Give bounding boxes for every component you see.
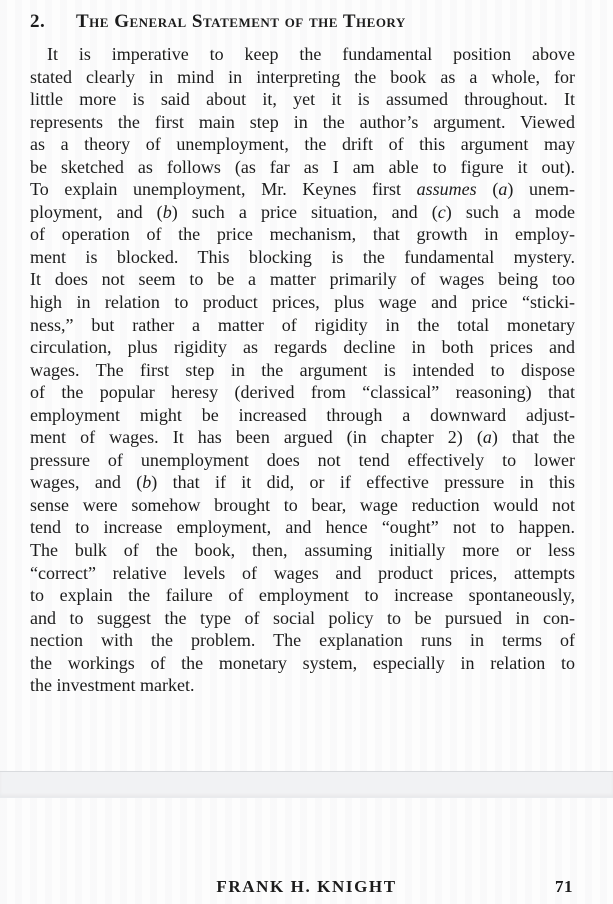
body-line: wages, and (b) that if it did, or if effective pressure in this (30, 472, 575, 493)
section-title: The General Statement of the Theory (76, 11, 406, 32)
body-line: stated clearly in mind in interpreting the book as a whole, for (30, 66, 575, 87)
body-line: the investment market. (30, 675, 195, 696)
body-line: “correct” relative levels of wages and product prices, attempts (30, 562, 575, 583)
section-heading (30, 11, 575, 33)
body-line: It does not seem to be a matter primarily of wages being too (30, 269, 575, 290)
body-line: The bulk of the book, then, assuming initially more or less (30, 540, 575, 561)
footer-page-number: 71 (555, 877, 573, 896)
body-line: of operation of the price mechanism, that growth in employ- (30, 224, 575, 245)
body-line: as a theory of unemployment, the drift of this argument may (30, 134, 575, 155)
body-line: ness,” but rather a matter of rigidity in the total monetary (30, 314, 575, 335)
body-line: ployment, and (b) such a price situation, and (c) such a mode (30, 201, 576, 222)
body-line: It is imperative to keep the fundamental position above (47, 44, 575, 64)
italic-segment: a (498, 179, 508, 200)
italic-segment: a (482, 427, 492, 448)
body-line: To explain unemployment, Mr. Keynes first assumes (a) unem- (30, 179, 576, 200)
italic-segment: b (142, 472, 152, 493)
body-line: circulation, plus rigidity as regards decline in both prices and (30, 337, 575, 358)
body-line: wages. The first step in the argument is intended to dispose (30, 359, 575, 380)
body-line: of the popular heresy (derived from “classical” reasoning) that (30, 382, 575, 403)
next-page-top (0, 798, 613, 904)
italic-segment: b (162, 201, 172, 222)
body-line: tend to increase employment, and hence “ought” not to happen. (30, 517, 575, 538)
body-line: to explain the failure of employment to increase spontaneously, (30, 585, 575, 606)
body-line: sense were somehow brought to bear, wage reduction would not (30, 494, 575, 515)
page-gap-band (0, 771, 613, 798)
body-line: the workings of the monetary system, especially in relation to (30, 652, 575, 673)
body-line: high in relation to product prices, plus wage and price “sticki- (30, 292, 575, 313)
body-line: nection with the problem. The explanation runs in terms of (30, 630, 575, 651)
body-line: and to suggest the type of social policy to be pursued in con- (30, 607, 575, 628)
body-line: little more is said about it, yet it is assumed throughout. It (30, 89, 575, 110)
body-line: ment of wages. It has been argued (in chapter 2) (a) that the (30, 427, 575, 448)
italic-segment: c (437, 201, 446, 222)
body-line: employment might be increased through a downward adjust- (30, 404, 575, 425)
body-line: pressure of unemployment does not tend effectively to lower (30, 449, 575, 470)
body-line: represents the first main step in the author’s argument. Viewed (30, 111, 575, 132)
section-number: 2. (30, 11, 46, 32)
footer-author-name: FRANK H. KNIGHT (216, 877, 397, 896)
body-line: ment is blocked. This blocking is the fundamental mystery. (30, 246, 575, 267)
body-line: be sketched as follows (as far as I am able to figure it out). (30, 156, 575, 177)
running-footer (0, 877, 613, 901)
italic-segment: assumes (416, 179, 477, 200)
body-paragraph (30, 43, 575, 697)
